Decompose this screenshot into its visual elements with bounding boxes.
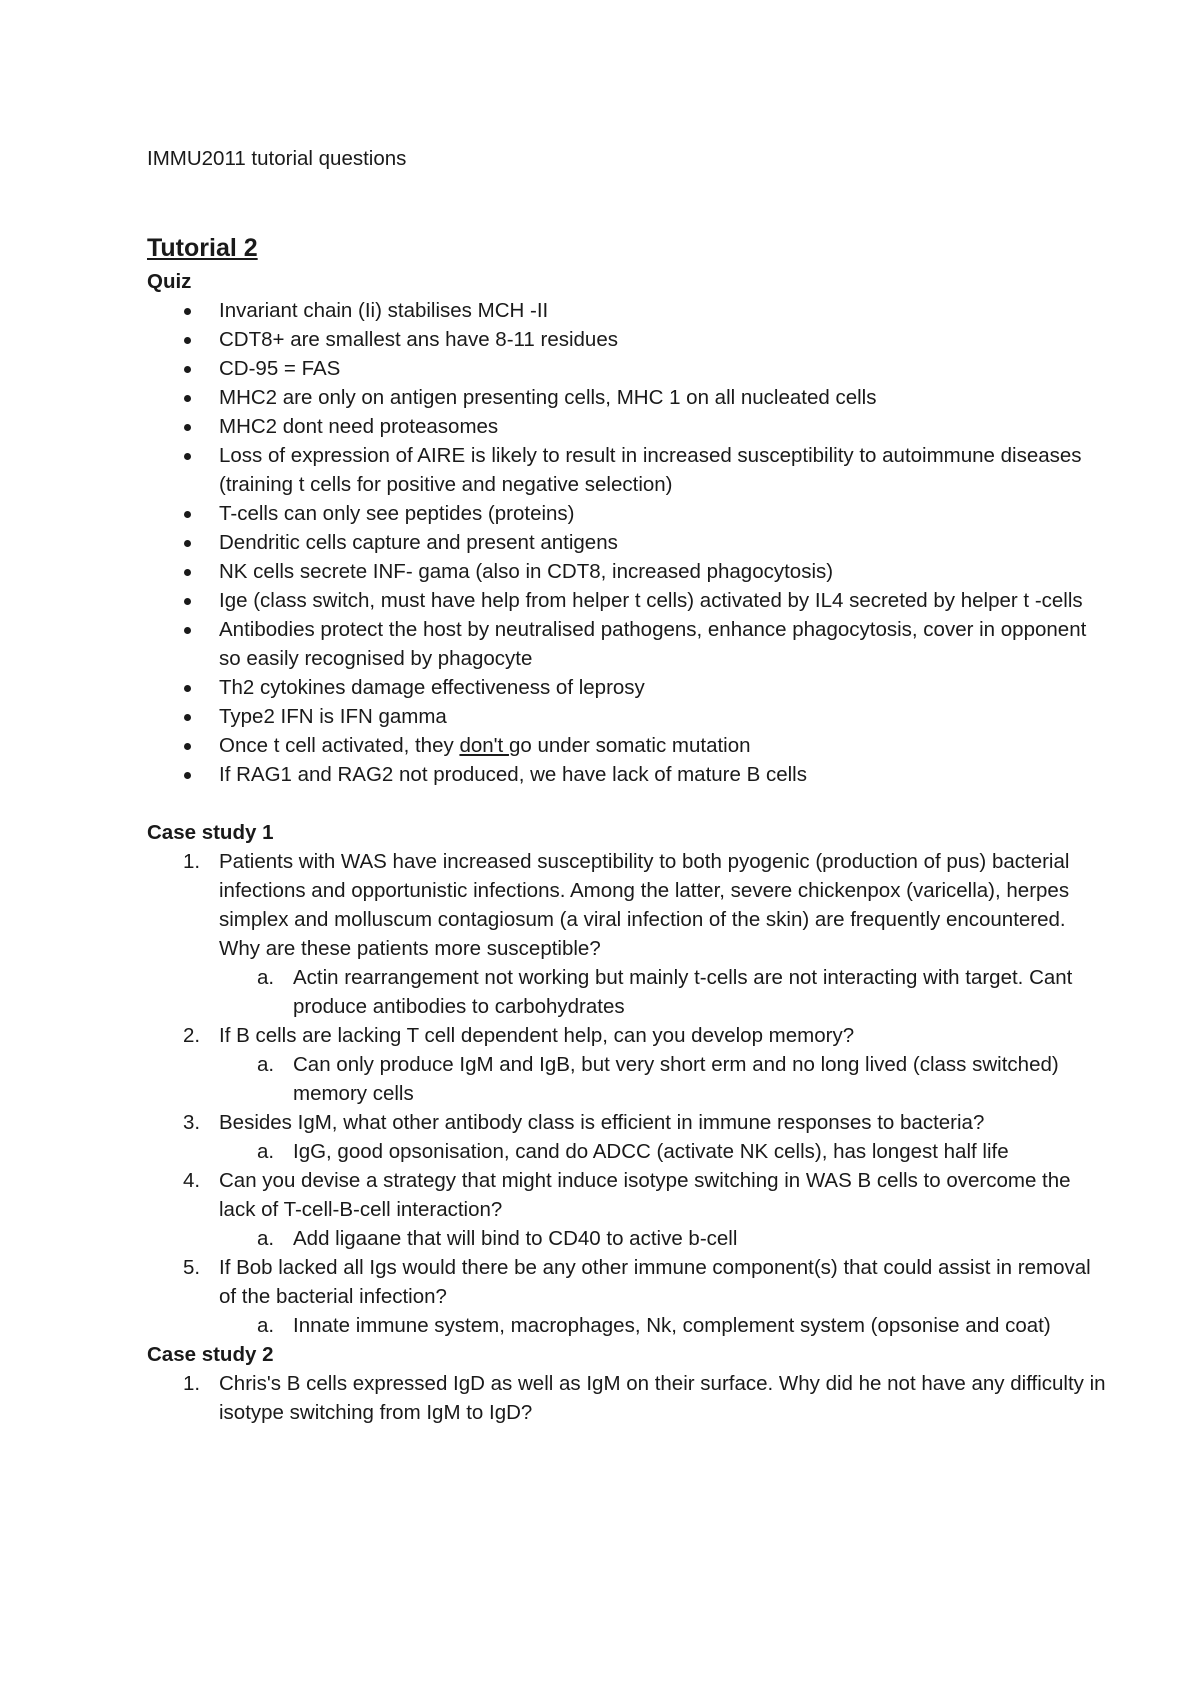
case-study-1-questions	[147, 847, 1107, 1340]
question-number: 3.	[183, 1111, 201, 1134]
question-item	[147, 847, 1107, 1021]
list-item: CD-95 = FAS	[147, 354, 1107, 383]
quiz-label: Quiz	[147, 270, 192, 293]
answer-text: Can only produce IgM and IgB, but very short erm and no long lived (class switched) memory cells	[293, 1053, 1059, 1105]
document-title: IMMU2011 tutorial questions	[147, 147, 407, 170]
answer-item	[147, 1137, 1107, 1166]
case-study-2-questions	[147, 1369, 1107, 1427]
answer-text: IgG, good opsonisation, cand do ADCC (activate NK cells), has longest half life	[293, 1140, 1009, 1163]
question-text: Patients with WAS have increased susceptibility to both pyogenic (production of pus) bacterial infections and opportunistic infections. Among the latter, severe chickenpox (varicella), herpes simplex and molluscum contagiosum (a viral infection of the skin) are frequently encountered. Why are these patients more susceptible?	[219, 850, 1070, 960]
text-run: Once t cell activated, they	[219, 734, 460, 757]
list-item: If RAG1 and RAG2 not produced, we have lack of mature B cells	[147, 760, 1107, 789]
question-text: If Bob lacked all Igs would there be any other immune component(s) that could assist in removal of the bacterial infection?	[219, 1256, 1091, 1308]
question-item	[147, 1253, 1107, 1340]
answer-item	[147, 963, 1107, 1021]
underlined-text: don't	[459, 734, 509, 757]
text-run: go under somatic mutation	[508, 734, 751, 757]
case-study-1-label: Case study 1	[147, 821, 274, 844]
list-item: Ige (class switch, must have help from helper t cells) activated by IL4 secreted by helper t -cells	[147, 586, 1107, 615]
document-body	[147, 267, 1107, 1427]
answer-letter: a.	[257, 1227, 275, 1250]
answer-letter: a.	[257, 966, 275, 989]
question-text: Besides IgM, what other antibody class is efficient in immune responses to bacteria?	[219, 1111, 985, 1134]
question-item	[147, 1166, 1107, 1253]
answer-letter: a.	[257, 1053, 275, 1076]
list-item: MHC2 are only on antigen presenting cells, MHC 1 on all nucleated cells	[147, 383, 1107, 412]
list-item: Loss of expression of AIRE is likely to result in increased susceptibility to autoimmune diseases (training t cells for positive and negative selection)	[147, 441, 1107, 499]
question-number: 4.	[183, 1169, 201, 1192]
answer-item	[147, 1050, 1107, 1108]
case-study-2-label: Case study 2	[147, 1343, 274, 1366]
question-item	[147, 1021, 1107, 1108]
answer-text: Add ligaane that will bind to CD40 to active b-cell	[293, 1227, 738, 1250]
question-item	[147, 1108, 1107, 1166]
answer-text: Innate immune system, macrophages, Nk, complement system (opsonise and coat)	[293, 1314, 1051, 1337]
answer-item	[147, 1311, 1107, 1340]
question-text: Chris's B cells expressed IgD as well as IgM on their surface. Why did he not have any difficulty in isotype switching from IgM to IgD?	[219, 1372, 1106, 1424]
spacer	[147, 789, 1107, 818]
list-item-t-cell-activation	[147, 731, 1107, 760]
list-item: NK cells secrete INF- gama (also in CDT8, increased phagocytosis)	[147, 557, 1107, 586]
question-text: Can you devise a strategy that might induce isotype switching in WAS B cells to overcome the lack of T-cell-B-cell interaction?	[219, 1169, 1071, 1221]
tutorial-heading: Tutorial 2	[147, 234, 258, 262]
question-item	[147, 1369, 1107, 1427]
question-number: 5.	[183, 1256, 201, 1279]
answer-item	[147, 1224, 1107, 1253]
list-item: CDT8+ are smallest ans have 8-11 residues	[147, 325, 1107, 354]
list-item: Th2 cytokines damage effectiveness of leprosy	[147, 673, 1107, 702]
list-item: Dendritic cells capture and present antigens	[147, 528, 1107, 557]
question-number: 1.	[183, 1372, 201, 1395]
list-item: Type2 IFN is IFN gamma	[147, 702, 1107, 731]
question-number: 1.	[183, 850, 201, 873]
list-item: T-cells can only see peptides (proteins)	[147, 499, 1107, 528]
answer-letter: a.	[257, 1314, 275, 1337]
list-item: Invariant chain (Ii) stabilises MCH -II	[147, 296, 1107, 325]
answer-letter: a.	[257, 1140, 275, 1163]
list-item: MHC2 dont need proteasomes	[147, 412, 1107, 441]
question-number: 2.	[183, 1024, 201, 1047]
question-text: If B cells are lacking T cell dependent help, can you develop memory?	[219, 1024, 855, 1047]
list-item: Antibodies protect the host by neutralised pathogens, enhance phagocytosis, cover in opponent so easily recognised by phagocyte	[147, 615, 1107, 673]
answer-text: Actin rearrangement not working but mainly t-cells are not interacting with target. Cant produce antibodies to carbohydrates	[293, 966, 1073, 1018]
quiz-list	[147, 296, 1107, 789]
